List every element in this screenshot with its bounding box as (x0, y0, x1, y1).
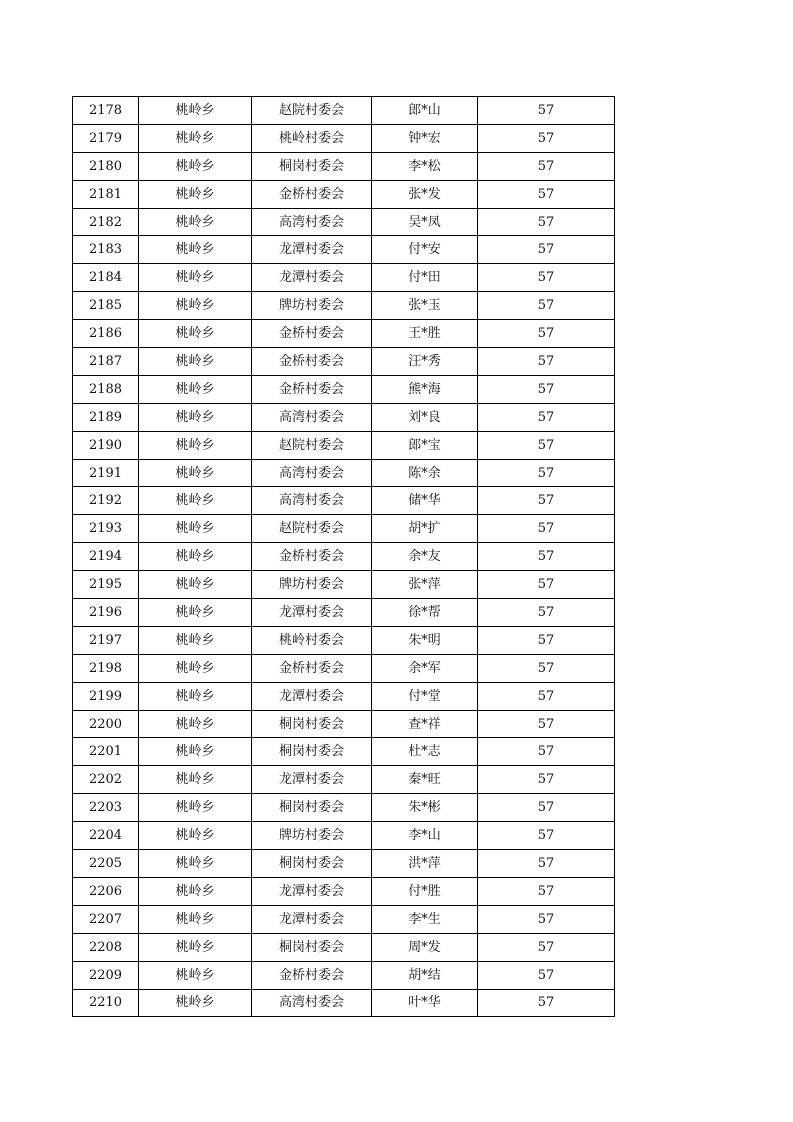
amount-cell: 57 (478, 877, 615, 905)
township-cell: 桃岭乡 (139, 738, 252, 766)
township-cell: 桃岭乡 (139, 822, 252, 850)
table-row (73, 124, 615, 152)
township-cell: 桃岭乡 (139, 97, 252, 125)
serial-number-cell: 2178 (73, 97, 139, 125)
person-name-cell: 储*华 (372, 487, 478, 515)
amount-cell: 57 (478, 933, 615, 961)
table-row (73, 543, 615, 571)
village-committee-cell: 金桥村委会 (252, 543, 372, 571)
village-committee-cell: 赵院村委会 (252, 97, 372, 125)
village-committee-cell: 金桥村委会 (252, 375, 372, 403)
village-committee-cell: 赵院村委会 (252, 431, 372, 459)
township-cell: 桃岭乡 (139, 403, 252, 431)
village-committee-cell: 牌坊村委会 (252, 571, 372, 599)
township-cell: 桃岭乡 (139, 348, 252, 376)
person-name-cell: 李*松 (372, 152, 478, 180)
amount-cell: 57 (478, 794, 615, 822)
township-cell: 桃岭乡 (139, 515, 252, 543)
serial-number-cell: 2185 (73, 292, 139, 320)
township-cell: 桃岭乡 (139, 989, 252, 1017)
serial-number-cell: 2203 (73, 794, 139, 822)
village-committee-cell: 高湾村委会 (252, 989, 372, 1017)
amount-cell: 57 (478, 459, 615, 487)
table-row (73, 850, 615, 878)
amount-cell: 57 (478, 543, 615, 571)
village-committee-cell: 金桥村委会 (252, 320, 372, 348)
village-committee-cell: 牌坊村委会 (252, 822, 372, 850)
township-cell: 桃岭乡 (139, 682, 252, 710)
table-row (73, 822, 615, 850)
table-row (73, 292, 615, 320)
amount-cell: 57 (478, 905, 615, 933)
township-cell: 桃岭乡 (139, 292, 252, 320)
township-cell: 桃岭乡 (139, 654, 252, 682)
table-row (73, 738, 615, 766)
amount-cell: 57 (478, 124, 615, 152)
table-row (73, 180, 615, 208)
amount-cell: 57 (478, 961, 615, 989)
table-row (73, 152, 615, 180)
serial-number-cell: 2195 (73, 571, 139, 599)
village-committee-cell: 桐岗村委会 (252, 738, 372, 766)
township-cell: 桃岭乡 (139, 961, 252, 989)
person-name-cell: 查*祥 (372, 710, 478, 738)
person-name-cell: 朱*明 (372, 626, 478, 654)
amount-cell: 57 (478, 236, 615, 264)
amount-cell: 57 (478, 292, 615, 320)
village-committee-cell: 龙潭村委会 (252, 264, 372, 292)
person-name-cell: 胡*扩 (372, 515, 478, 543)
amount-cell: 57 (478, 180, 615, 208)
table-row (73, 320, 615, 348)
village-committee-cell: 桐岗村委会 (252, 794, 372, 822)
person-name-cell: 汪*秀 (372, 348, 478, 376)
table-row (73, 794, 615, 822)
table-row (73, 515, 615, 543)
amount-cell: 57 (478, 264, 615, 292)
table-row (73, 877, 615, 905)
serial-number-cell: 2205 (73, 850, 139, 878)
person-name-cell: 朱*彬 (372, 794, 478, 822)
table-row (73, 599, 615, 627)
serial-number-cell: 2189 (73, 403, 139, 431)
amount-cell: 57 (478, 97, 615, 125)
village-committee-cell: 金桥村委会 (252, 180, 372, 208)
amount-cell: 57 (478, 208, 615, 236)
serial-number-cell: 2191 (73, 459, 139, 487)
amount-cell: 57 (478, 850, 615, 878)
village-committee-cell: 高湾村委会 (252, 459, 372, 487)
amount-cell: 57 (478, 822, 615, 850)
person-name-cell: 付*胜 (372, 877, 478, 905)
amount-cell: 57 (478, 571, 615, 599)
person-name-cell: 李*山 (372, 822, 478, 850)
table-row (73, 97, 615, 125)
amount-cell: 57 (478, 654, 615, 682)
amount-cell: 57 (478, 989, 615, 1017)
village-committee-cell: 桃岭村委会 (252, 626, 372, 654)
person-name-cell: 胡*结 (372, 961, 478, 989)
serial-number-cell: 2208 (73, 933, 139, 961)
serial-number-cell: 2194 (73, 543, 139, 571)
serial-number-cell: 2187 (73, 348, 139, 376)
serial-number-cell: 2188 (73, 375, 139, 403)
serial-number-cell: 2186 (73, 320, 139, 348)
serial-number-cell: 2182 (73, 208, 139, 236)
table-row (73, 682, 615, 710)
person-name-cell: 吴*凤 (372, 208, 478, 236)
township-cell: 桃岭乡 (139, 431, 252, 459)
amount-cell: 57 (478, 738, 615, 766)
serial-number-cell: 2180 (73, 152, 139, 180)
serial-number-cell: 2200 (73, 710, 139, 738)
serial-number-cell: 2192 (73, 487, 139, 515)
village-committee-cell: 龙潭村委会 (252, 766, 372, 794)
serial-number-cell: 2196 (73, 599, 139, 627)
table-row (73, 236, 615, 264)
person-name-cell: 付*安 (372, 236, 478, 264)
amount-cell: 57 (478, 320, 615, 348)
township-cell: 桃岭乡 (139, 710, 252, 738)
amount-cell: 57 (478, 403, 615, 431)
village-committee-cell: 金桥村委会 (252, 348, 372, 376)
amount-cell: 57 (478, 431, 615, 459)
village-committee-cell: 金桥村委会 (252, 961, 372, 989)
person-name-cell: 张*萍 (372, 571, 478, 599)
village-committee-cell: 高湾村委会 (252, 487, 372, 515)
person-name-cell: 付*堂 (372, 682, 478, 710)
serial-number-cell: 2181 (73, 180, 139, 208)
person-name-cell: 张*发 (372, 180, 478, 208)
table-body (73, 97, 615, 1017)
table-row (73, 431, 615, 459)
table-row (73, 710, 615, 738)
village-committee-cell: 龙潭村委会 (252, 236, 372, 264)
person-name-cell: 杜*志 (372, 738, 478, 766)
township-cell: 桃岭乡 (139, 375, 252, 403)
person-name-cell: 张*玉 (372, 292, 478, 320)
serial-number-cell: 2207 (73, 905, 139, 933)
township-cell: 桃岭乡 (139, 877, 252, 905)
serial-number-cell: 2204 (73, 822, 139, 850)
person-name-cell: 周*发 (372, 933, 478, 961)
table-row (73, 459, 615, 487)
township-cell: 桃岭乡 (139, 180, 252, 208)
village-committee-cell: 金桥村委会 (252, 654, 372, 682)
amount-cell: 57 (478, 599, 615, 627)
serial-number-cell: 2210 (73, 989, 139, 1017)
township-cell: 桃岭乡 (139, 320, 252, 348)
table-row (73, 348, 615, 376)
township-cell: 桃岭乡 (139, 459, 252, 487)
amount-cell: 57 (478, 710, 615, 738)
person-name-cell: 李*生 (372, 905, 478, 933)
township-cell: 桃岭乡 (139, 933, 252, 961)
township-cell: 桃岭乡 (139, 626, 252, 654)
village-committee-cell: 桐岗村委会 (252, 850, 372, 878)
township-cell: 桃岭乡 (139, 124, 252, 152)
amount-cell: 57 (478, 487, 615, 515)
person-name-cell: 钟*宏 (372, 124, 478, 152)
person-name-cell: 王*胜 (372, 320, 478, 348)
township-cell: 桃岭乡 (139, 543, 252, 571)
serial-number-cell: 2184 (73, 264, 139, 292)
township-cell: 桃岭乡 (139, 766, 252, 794)
table-row (73, 487, 615, 515)
amount-cell: 57 (478, 626, 615, 654)
township-cell: 桃岭乡 (139, 208, 252, 236)
township-cell: 桃岭乡 (139, 152, 252, 180)
person-name-cell: 余*军 (372, 654, 478, 682)
serial-number-cell: 2183 (73, 236, 139, 264)
township-cell: 桃岭乡 (139, 599, 252, 627)
serial-number-cell: 2199 (73, 682, 139, 710)
person-name-cell: 郎*宝 (372, 431, 478, 459)
village-committee-cell: 龙潭村委会 (252, 599, 372, 627)
township-cell: 桃岭乡 (139, 905, 252, 933)
person-name-cell: 熊*海 (372, 375, 478, 403)
village-committee-cell: 龙潭村委会 (252, 877, 372, 905)
amount-cell: 57 (478, 375, 615, 403)
table-row (73, 766, 615, 794)
amount-cell: 57 (478, 348, 615, 376)
table-row (73, 264, 615, 292)
township-cell: 桃岭乡 (139, 487, 252, 515)
village-committee-cell: 桐岗村委会 (252, 933, 372, 961)
village-committee-cell: 桐岗村委会 (252, 152, 372, 180)
village-committee-cell: 龙潭村委会 (252, 682, 372, 710)
table-row (73, 375, 615, 403)
serial-number-cell: 2202 (73, 766, 139, 794)
table-row (73, 961, 615, 989)
township-cell: 桃岭乡 (139, 850, 252, 878)
table-row (73, 403, 615, 431)
village-committee-cell: 赵院村委会 (252, 515, 372, 543)
village-committee-cell: 牌坊村委会 (252, 292, 372, 320)
person-name-cell: 洪*萍 (372, 850, 478, 878)
serial-number-cell: 2193 (73, 515, 139, 543)
serial-number-cell: 2198 (73, 654, 139, 682)
person-name-cell: 陈*余 (372, 459, 478, 487)
person-name-cell: 郎*山 (372, 97, 478, 125)
township-cell: 桃岭乡 (139, 264, 252, 292)
person-name-cell: 秦*旺 (372, 766, 478, 794)
township-cell: 桃岭乡 (139, 794, 252, 822)
table-row (73, 626, 615, 654)
person-name-cell: 余*友 (372, 543, 478, 571)
serial-number-cell: 2190 (73, 431, 139, 459)
amount-cell: 57 (478, 766, 615, 794)
amount-cell: 57 (478, 152, 615, 180)
table-row (73, 989, 615, 1017)
table-row (73, 905, 615, 933)
serial-number-cell: 2201 (73, 738, 139, 766)
serial-number-cell: 2179 (73, 124, 139, 152)
person-name-cell: 叶*华 (372, 989, 478, 1017)
table-row (73, 208, 615, 236)
township-cell: 桃岭乡 (139, 236, 252, 264)
data-table (72, 96, 615, 1017)
village-committee-cell: 桐岗村委会 (252, 710, 372, 738)
amount-cell: 57 (478, 515, 615, 543)
table-row (73, 933, 615, 961)
person-name-cell: 刘*良 (372, 403, 478, 431)
person-name-cell: 付*田 (372, 264, 478, 292)
village-committee-cell: 龙潭村委会 (252, 905, 372, 933)
village-committee-cell: 高湾村委会 (252, 208, 372, 236)
table-row (73, 571, 615, 599)
amount-cell: 57 (478, 682, 615, 710)
serial-number-cell: 2197 (73, 626, 139, 654)
township-cell: 桃岭乡 (139, 571, 252, 599)
serial-number-cell: 2206 (73, 877, 139, 905)
person-name-cell: 徐*帮 (372, 599, 478, 627)
village-committee-cell: 高湾村委会 (252, 403, 372, 431)
table-row (73, 654, 615, 682)
serial-number-cell: 2209 (73, 961, 139, 989)
village-committee-cell: 桃岭村委会 (252, 124, 372, 152)
